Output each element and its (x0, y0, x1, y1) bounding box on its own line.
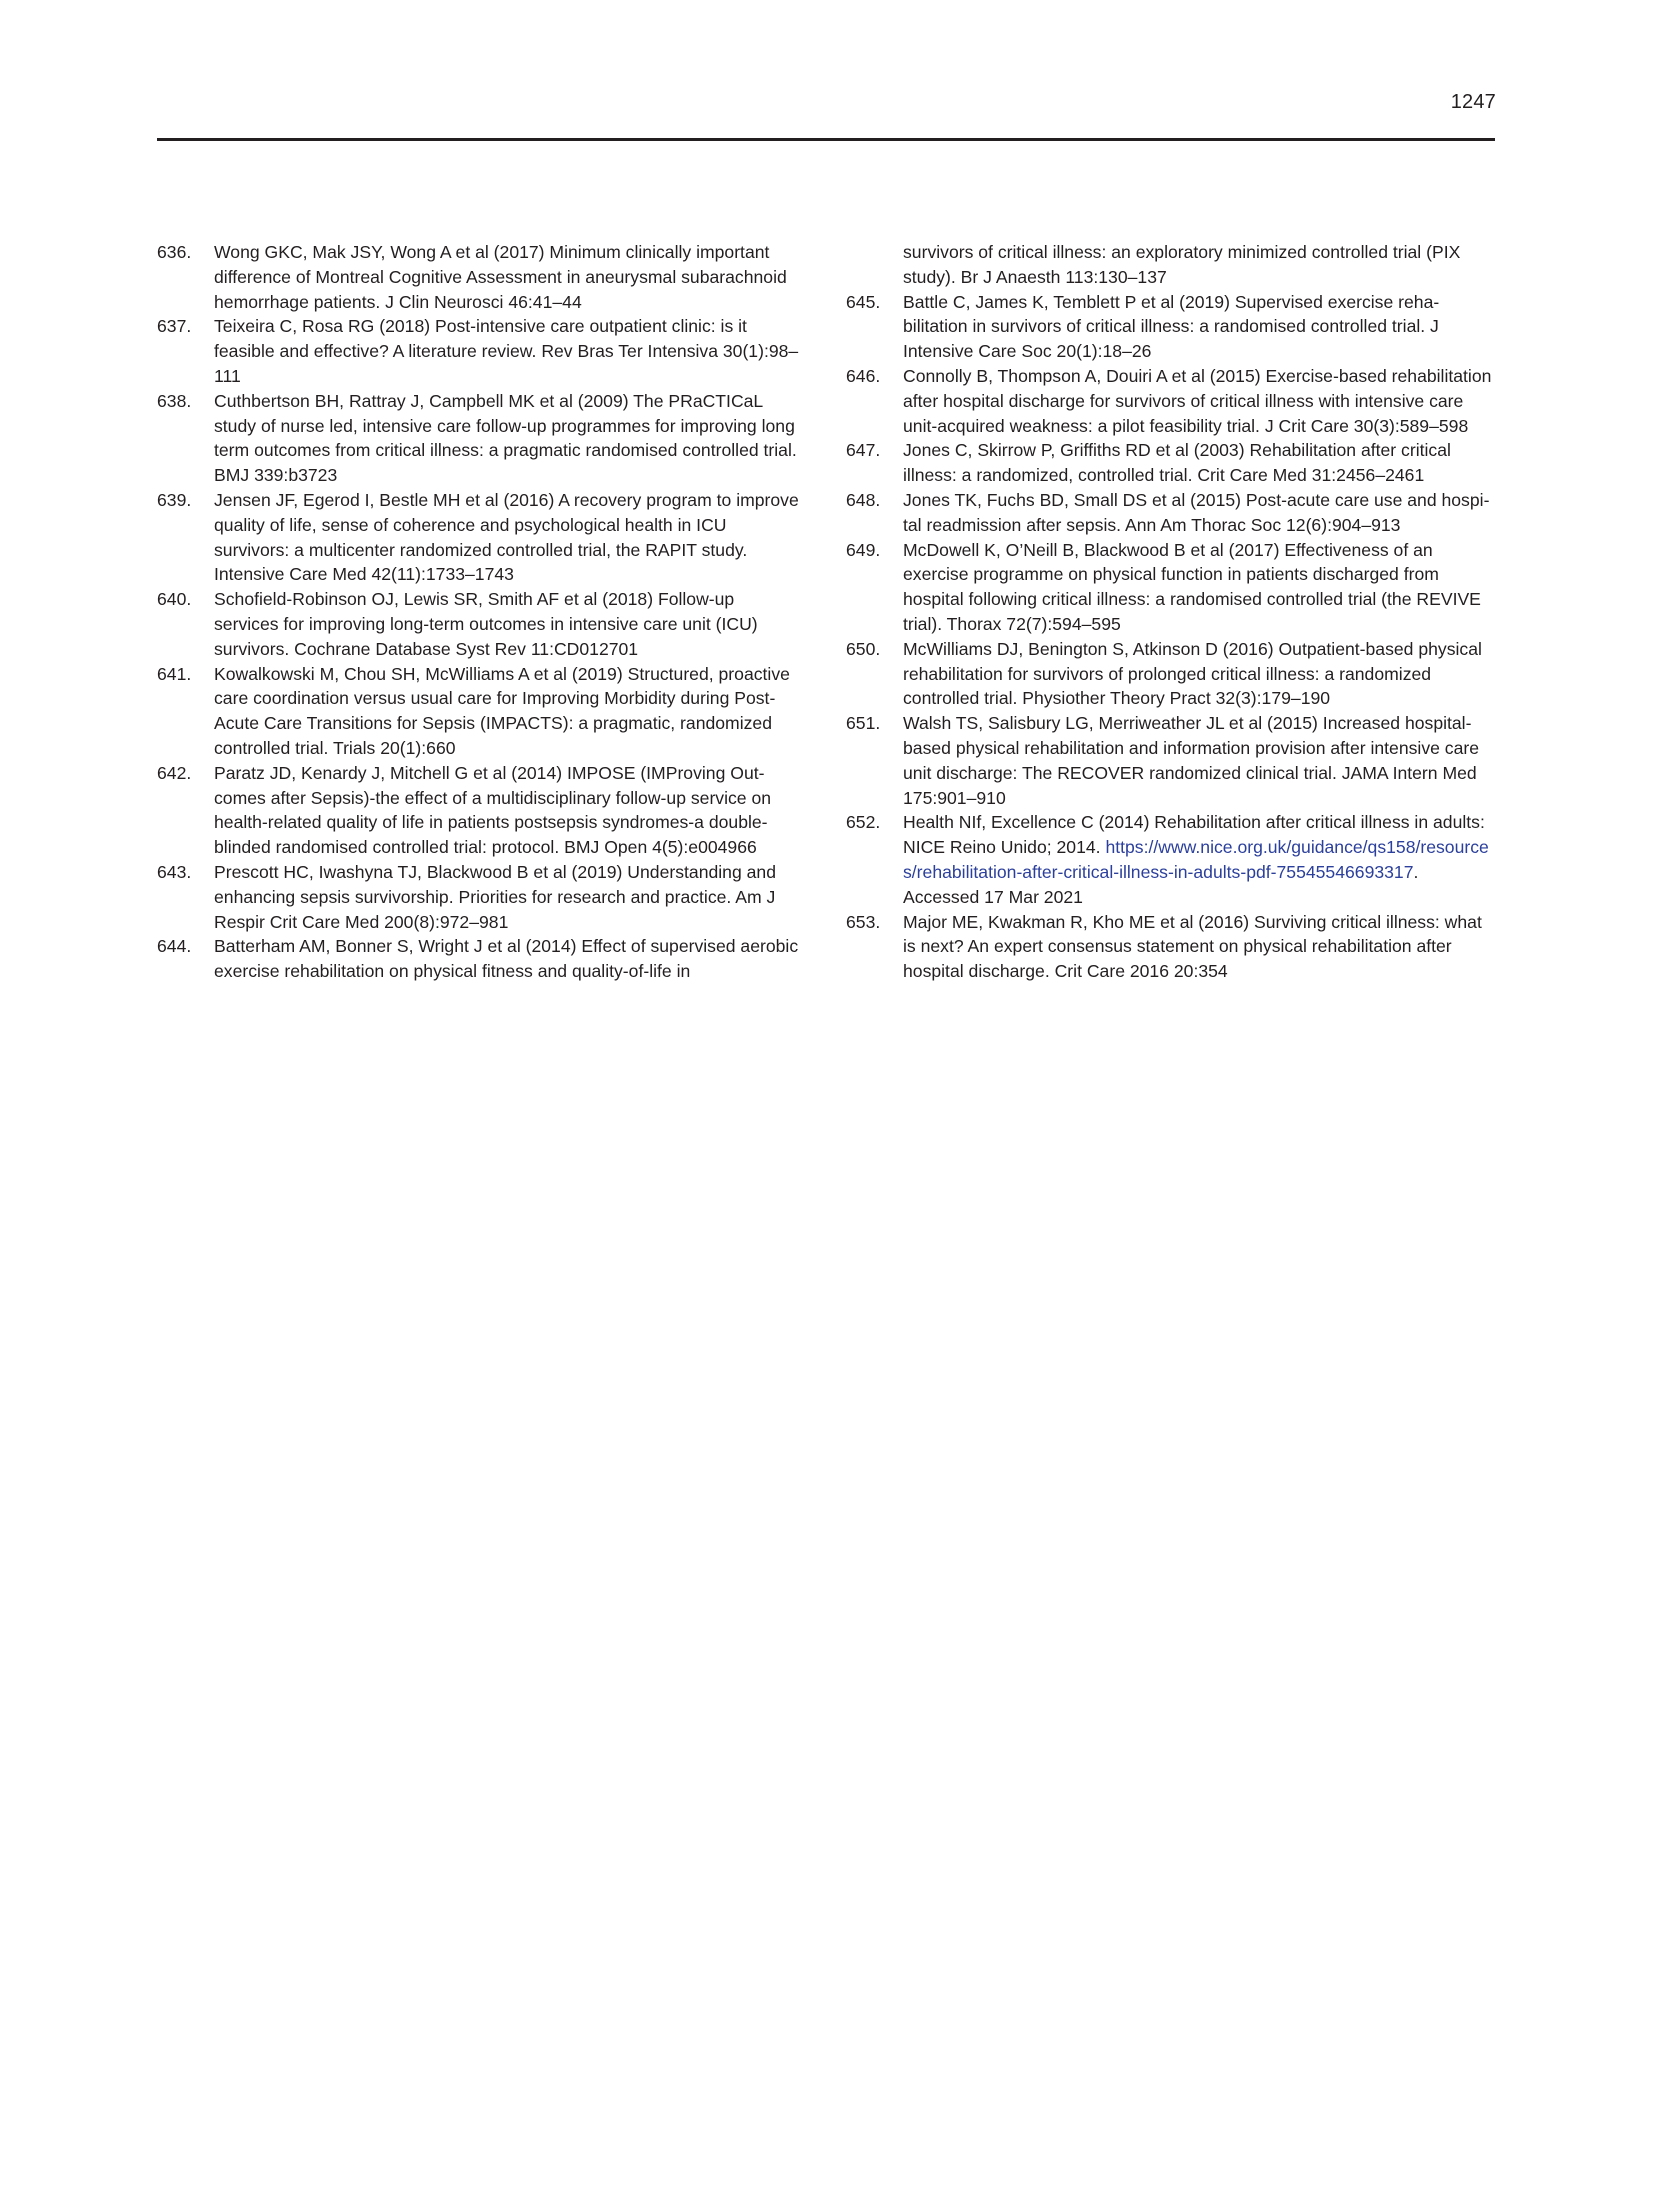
reference-646 (846, 364, 1496, 438)
reference-text: Wong GKC, Mak JSY, Wong A et al (2017) Minimum clinically important difference of Montreal Cognitive Assessment in aneurysmal subarachnoid hemorrhage patients. J Clin Neurosci 46:41–44 (214, 242, 787, 312)
reference-text: Jones TK, Fuchs BD, Small DS et al (2015) Post-acute care use and hospital readmission after sepsis. Ann Am Thorac Soc 12(6):904–913 (903, 489, 1490, 535)
reference-638 (157, 389, 799, 488)
reference-text: Schofield-Robinson OJ, Lewis SR, Smith AF et al (2018) Follow-up services for improving long-term outcomes in intensive care unit (ICU) survivors. Cochrane Database Syst Rev 11:CD012701 (214, 589, 758, 659)
reference-651 (846, 711, 1496, 810)
references-right-column (846, 240, 1496, 984)
reference-639 (157, 488, 799, 587)
reference-text-before-link: Health NIf, Excellence C (2014) Rehabilitation after critical illness in adults: NICE Reino Unido; 2014. (903, 812, 1485, 858)
reference-text: Walsh TS, Salisbury LG, Merriweather JL et al (2015) Increased hospital-based physical rehabilitation and information provision after intensive care unit discharge: The RECOVER randomized clinical trial. JAMA Intern Med 175:901–910 (903, 713, 1480, 808)
header-rule (157, 138, 1495, 141)
reference-text (903, 810, 1496, 909)
reference-647 (846, 438, 1496, 488)
reference-text: survivors of critical illness: an exploratory minimized controlled trial (PIX study). Br J Anaesth 113:130–137 (903, 242, 1461, 287)
reference-649 (846, 538, 1496, 637)
reference-number: 651. (846, 713, 881, 734)
reference-text: Prescott HC, Iwashyna TJ, Blackwood B et al (2019) Understanding and enhancing sepsis survivorship. Priorities for research and practice. Am J Respir Crit Care Med 200(8):972–981 (214, 861, 776, 932)
reference-number: 650. (846, 638, 881, 659)
reference-644 (157, 934, 799, 984)
reference-text: Kowalkowski M, Chou SH, McWilliams A et al (2019) Structured, proactive care coordination versus usual care for Improving Morbidity during Post-Acute Care Transitions for Sepsis (IMPACTS): a pragmatic, randomized controlled trial. Trials 20(1):660 (214, 663, 790, 758)
reference-636 (157, 240, 799, 314)
reference-text: Batterham AM, Bonner S, Wright J et al (2014) Effect of supervised aerobic exercise rehabilitation on physical fitness and quality-of-life in (214, 936, 799, 982)
reference-643 (157, 860, 799, 934)
reference-number: 652. (846, 812, 881, 833)
reference-number: 649. (846, 539, 881, 560)
reference-number: 647. (846, 440, 881, 461)
reference-641 (157, 662, 799, 761)
reference-text: McDowell K, O’Neill B, Blackwood B et al (2017) Effectiveness of an exercise programme on physical function in patients discharged from hospital following critical illness: a randomised controlled trial (the REVIVE trial). Thorax 72(7):594–595 (903, 539, 1481, 634)
reference-text: Jensen JF, Egerod I, Bestle MH et al (2016) A recovery program to improve quality of life, sense of coherence and psychological health in ICU survivors: a multicenter randomized controlled trial, the RAPIT study. Intensive Care Med 42(11):1733–1743 (214, 489, 799, 585)
reference-650 (846, 637, 1496, 711)
reference-640 (157, 587, 799, 661)
reference-637 (157, 314, 799, 388)
reference-648 (846, 488, 1496, 538)
reference-number: 639. (157, 489, 192, 510)
reference-644-continuation (846, 240, 1496, 290)
reference-652 (846, 810, 1496, 909)
reference-number: 648. (846, 489, 881, 510)
reference-number: 646. (846, 365, 881, 386)
reference-text: Connolly B, Thompson A, Douiri A et al (2015) Exercise-based rehabilitation after hospital discharge for survivors of critical illness with intensive care unit-acquired weakness: a pilot feasibility trial. J Crit Care 30(3):589–598 (903, 365, 1492, 436)
reference-number: 636. (157, 242, 192, 262)
reference-text: Cuthbertson BH, Rattray J, Campbell MK et al (2009) The PRaCTICaL study of nurse led, intensive care follow-up programmes for improving long term outcomes from critical illness: a pragmatic randomised controlled trial. BMJ 339:b3723 (214, 390, 797, 486)
reference-number: 640. (157, 589, 192, 610)
reference-number: 637. (157, 316, 192, 337)
page-number: 1247 (1450, 91, 1496, 113)
reference-645 (846, 290, 1496, 364)
reference-642 (157, 761, 799, 860)
nice-guidance-link[interactable]: https://www.nice.org.uk/guidance/qs158/resources/rehabilitation-after-critical-illness-in-adults-pdf-75545546693317 (903, 837, 1489, 882)
reference-text-after-link: . Accessed 17 Mar 2021 (903, 861, 1419, 907)
reference-text: Jones C, Skirrow P, Griffiths RD et al (2003) Rehabilitation after critical illness: a randomized, controlled trial. Crit Care Med 31:2456–2461 (903, 440, 1451, 486)
reference-653 (846, 910, 1496, 984)
reference-text: Major ME, Kwakman R, Kho ME et al (2016) Surviving critical illness: what is next? An expert consensus statement on physical rehabilitation after hospital discharge. Crit Care 2016 20:354 (903, 911, 1482, 982)
reference-text: Teixeira C, Rosa RG (2018) Post-intensive care outpatient clinic: is it feasible and effective? A literature review. Rev Bras Ter Intensiva 30(1):98–111 (214, 316, 799, 386)
reference-number: 642. (157, 762, 192, 783)
reference-number: 641. (157, 663, 192, 684)
reference-number: 653. (846, 911, 881, 932)
reference-number: 645. (846, 291, 881, 312)
reference-text: Paratz JD, Kenardy J, Mitchell G et al (2014) IMPOSE (IMProving Outcomes after Sepsis)-the effect of a multidisciplinary follow-up service on health-related quality of life in patients postsepsis syndromes-a double-blinded randomised controlled trial: protocol. BMJ Open 4(5):e004966 (214, 762, 772, 858)
reference-text: Battle C, James K, Temblett P et al (2019) Supervised exercise rehabilitation in survivors of critical illness: a randomised controlled trial. J Intensive Care Soc 20(1):18–26 (903, 291, 1440, 362)
reference-text: McWilliams DJ, Benington S, Atkinson D (2016) Outpatient-based physical rehabilitation for survivors of prolonged critical illness: a randomized controlled trial. Physiother Theory Pract 32(3):179–190 (903, 638, 1482, 709)
reference-number: 643. (157, 861, 192, 882)
references-left-column (157, 240, 799, 984)
reference-number: 638. (157, 390, 192, 411)
reference-number: 644. (157, 936, 192, 957)
